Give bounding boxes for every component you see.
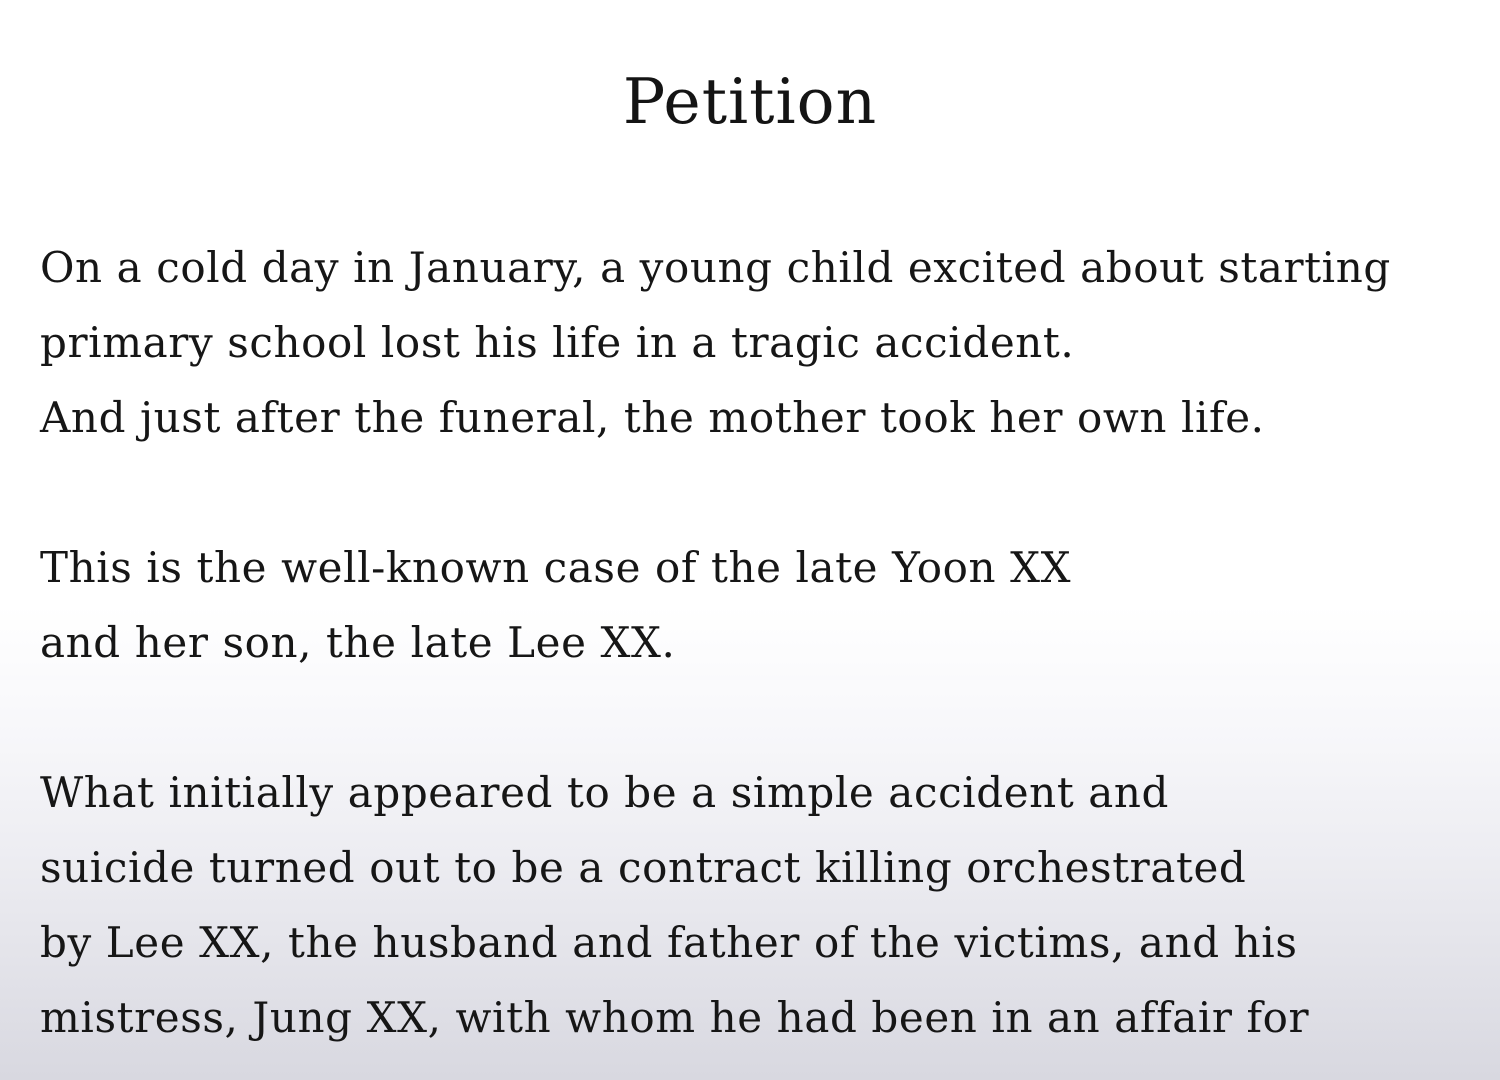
paragraph-line: primary school lost his life in a tragic accident.: [40, 318, 1075, 367]
paragraph-spacer: [40, 455, 1480, 530]
paragraph-line: On a cold day in January, a young child excited about starting: [40, 243, 1391, 292]
document-title: Petition: [622, 65, 878, 138]
paragraph-line: by Lee XX, the husband and father of the victims, and his: [40, 918, 1298, 967]
paragraph-line: What initially appeared to be a simple accident and: [40, 768, 1170, 817]
paragraph-line: mistress, Jung XX, with whom he had been in an affair for: [40, 993, 1310, 1042]
paragraph-line: This is the well-known case of the late Yoon XX: [40, 543, 1072, 592]
petition-body: [40, 230, 1480, 1055]
paragraph-line: And just after the funeral, the mother took her own life.: [40, 393, 1265, 442]
paragraph-line: suicide turned out to be a contract killing orchestrated: [40, 843, 1247, 892]
paragraph-line: and her son, the late Lee XX.: [40, 618, 676, 667]
paragraph-spacer: [40, 680, 1480, 755]
